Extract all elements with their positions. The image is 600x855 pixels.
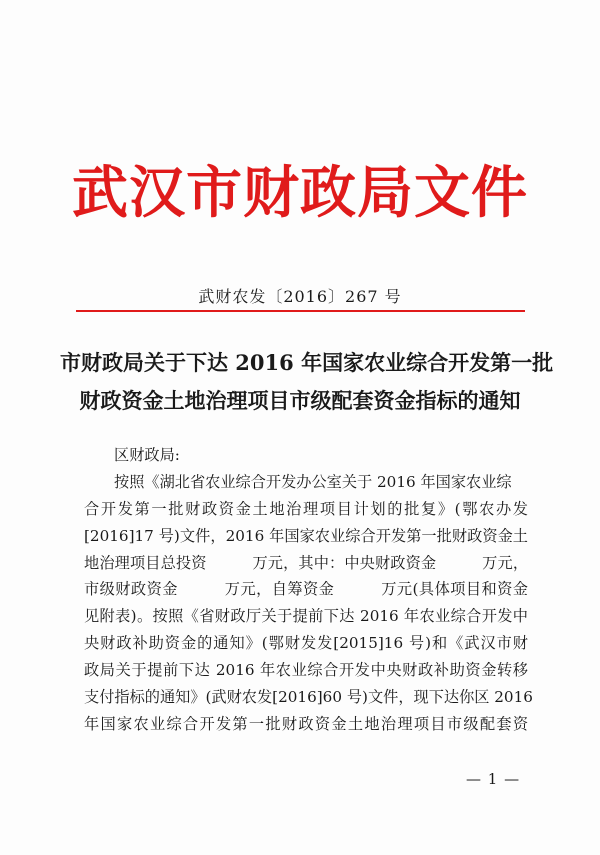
notice-title [60,344,554,420]
page-number: — 1 — [466,770,521,788]
body-line-2: 合开发第一批财政资金土地治理项目计划的批复》(鄂农办发 [84,499,528,518]
body-line-5: 市级财政资金 万元，自筹资金 万元(具体项目和资金 [84,580,528,599]
red-divider-line [76,310,525,312]
body-text [84,442,533,738]
body-line-10: 年国家农业综合开发第一批财政资金土地治理项目市级配套资 [84,714,528,733]
title-line-2: 财政资金土地治理项目市级配套资金指标的通知 [79,388,521,413]
body-line-9: 支付指标的通知》(武财农发[2016]60 号)文件，现下达你区 2016 [84,688,533,707]
body-line-1: 按照《湖北省农业综合开发办公室关于 2016 年国家农业综 [114,472,512,491]
document-number: 武财农发〔2016〕267 号 [198,287,402,306]
title-line-1: 市财政局关于下达 2016 年国家农业综合开发第一批 [60,350,554,375]
body-line-7: 央财政补助资金的通知》(鄂财发发[2015]16 号)和《武汉市财 [84,634,528,653]
masthead-title: 武汉市财政局文件 [72,160,528,226]
body-line-6: 见附表)。按照《省财政厅关于提前下达 2016 年农业综合开发中 [84,607,528,626]
body-line-3: [2016]17 号)文件，2016 年国家农业综合开发第一批财政资金土 [84,526,528,545]
body-line-8: 政局关于提前下达 2016 年农业综合开发中央财政补助资金转移 [84,661,528,680]
body-line-4: 地治理项目总投资 万元，其中：中央财政资金 万元， [84,553,528,572]
salutation: 区财政局: [114,446,180,464]
